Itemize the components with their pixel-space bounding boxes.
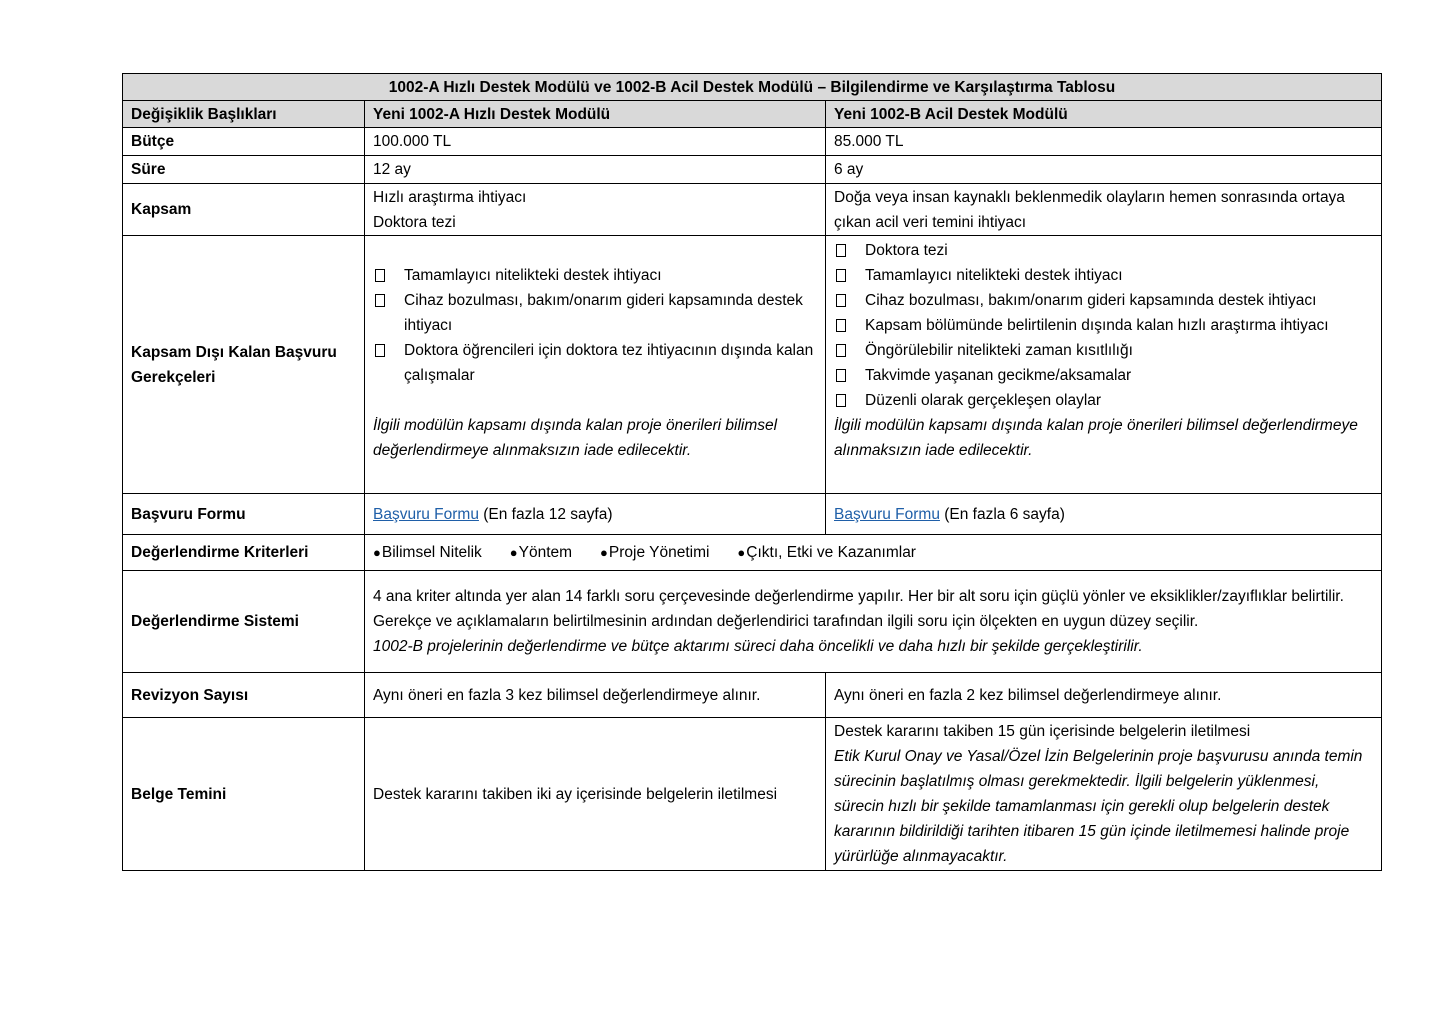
criteria-item: ● Bilimsel Nitelik — [373, 540, 482, 565]
criteria-list — [373, 540, 1373, 565]
row-label-evaluation-system: Değerlendirme Sistemi — [123, 571, 365, 673]
excluded-1002a-list — [373, 263, 817, 388]
document-1002b-text: Destek kararını takiben 15 gün içerisinde belgelerin iletilmesi — [834, 723, 1251, 740]
header-1002a: Yeni 1002-A Hızlı Destek Modülü — [365, 101, 826, 128]
excluded-1002a-note: İlgili modülün kapsamı dışında kalan proje önerileri bilimsel değerlendirmeye alınmaksızın iade edilecektir. — [373, 417, 778, 459]
list-item: Cihaz bozulması, bakım/onarım gideri kapsamında destek ihtiyacı — [373, 288, 817, 338]
evaluation-system-text: 4 ana kriter altında yer alan 14 farklı soru çerçevesinde değerlendirme yapılır. Her bir alt soru için güçlü yönler ve eksiklikler/zayıflıklar belirtilir. Gerekçe ve açıklamaların belirtilmesinin ardından değerlendirici tarafından ilgili soru için ölçekten en uygun düzey seçilir. — [373, 588, 1344, 630]
criteria-item: ● Yöntem — [510, 540, 572, 565]
header-1002b: Yeni 1002-B Acil Destek Modülü — [826, 101, 1382, 128]
scope-1002a-line: Hızlı araştırma ihtiyacı — [373, 188, 527, 206]
list-item: Kapsam bölümünde belirtilenin dışında kalan hızlı araştırma ihtiyacı — [834, 313, 1373, 338]
scope-1002a — [365, 184, 826, 236]
duration-1002b: 6 ay — [826, 156, 1382, 184]
application-form-link[interactable]: Başvuru Formu — [834, 505, 940, 523]
row-label-excluded-reasons: Kapsam Dışı Kalan Başvuru Gerekçeleri — [123, 236, 365, 494]
budget-1002a: 100.000 TL — [365, 128, 826, 156]
row-label-criteria: Değerlendirme Kriterleri — [123, 535, 365, 571]
criteria-cell — [365, 535, 1382, 571]
application-form-link[interactable]: Başvuru Formu — [373, 505, 479, 523]
row-label-document-supply: Belge Temini — [123, 718, 365, 871]
list-item: Düzenli olarak gerçekleşen olaylar — [834, 388, 1373, 413]
list-item: Tamamlayıcı nitelikteki destek ihtiyacı — [373, 263, 817, 288]
row-label-budget: Bütçe — [123, 128, 365, 156]
list-item: Doktora tezi — [834, 238, 1373, 263]
row-label-application-form: Başvuru Formu — [123, 494, 365, 535]
list-item: Takvimde yaşanan gecikme/aksamalar — [834, 363, 1373, 388]
excluded-1002b — [826, 236, 1382, 494]
header-change-topics: Değişiklik Başlıkları — [123, 101, 365, 128]
criteria-item: ● Proje Yönetimi — [600, 540, 709, 565]
document-1002b-note: Etik Kurul Onay ve Yasal/Özel İzin Belgelerinin proje başvurusu anında temin sürecinin başlatılmış olması gerekmektedir. İlgili belgelerin yüklenmesi, sürecin hızlı bir şekilde tamamlanması için gerekli olup belgelerin destek kararının bildirildiği tarihten itibaren 15 gün içinde iletilmemesi halinde proje yürürlüğe alınmayacaktır. — [834, 748, 1363, 865]
evaluation-system-cell — [365, 571, 1382, 673]
row-label-revision-count: Revizyon Sayısı — [123, 673, 365, 718]
excluded-1002a — [365, 236, 826, 494]
excluded-1002b-list — [834, 238, 1373, 413]
scope-1002a-line: Doktora tezi — [373, 213, 456, 231]
list-item: Doktora öğrencileri için doktora tez ihtiyacının dışında kalan çalışmalar — [373, 338, 817, 388]
row-label-duration: Süre — [123, 156, 365, 184]
list-item: Tamamlayıcı nitelikteki destek ihtiyacı — [834, 263, 1373, 288]
duration-1002a: 12 ay — [365, 156, 826, 184]
document-1002b — [826, 718, 1382, 871]
scope-1002b: Doğa veya insan kaynaklı beklenmedik olayların hemen sonrasında ortaya çıkan acil veri temini ihtiyacı — [826, 184, 1382, 236]
list-item: Cihaz bozulması, bakım/onarım gideri kapsamında destek ihtiyacı — [834, 288, 1373, 313]
document-1002a: Destek kararını takiben iki ay içerisinde belgelerin iletilmesi — [365, 718, 826, 871]
excluded-1002b-note: İlgili modülün kapsamı dışında kalan proje önerileri bilimsel değerlendirmeye alınmaksızın iade edilecektir. — [834, 417, 1358, 459]
revision-1002a: Aynı öneri en fazla 3 kez bilimsel değerlendirmeye alınır. — [365, 673, 826, 718]
application-form-1002b-limit: (En fazla 6 sayfa) — [939, 505, 1065, 523]
budget-1002b: 85.000 TL — [826, 128, 1382, 156]
comparison-table — [122, 73, 1382, 871]
evaluation-system-note: 1002-B projelerinin değerlendirme ve bütçe aktarımı süreci daha öncelikli ve daha hızlı bir şekilde gerçekleştirilir. — [373, 638, 1143, 655]
row-label-scope: Kapsam — [123, 184, 365, 236]
list-item: Öngörülebilir nitelikteki zaman kısıtlılığı — [834, 338, 1373, 363]
application-form-1002a — [365, 494, 826, 535]
revision-1002b: Aynı öneri en fazla 2 kez bilimsel değerlendirmeye alınır. — [826, 673, 1382, 718]
application-form-1002b — [826, 494, 1382, 535]
application-form-1002a-limit: (En fazla 12 sayfa) — [478, 505, 613, 523]
table-title: 1002-A Hızlı Destek Modülü ve 1002-B Acil Destek Modülü – Bilgilendirme ve Karşılaştırma Tablosu — [123, 74, 1382, 101]
criteria-item: ● Çıktı, Etki ve Kazanımlar — [737, 540, 916, 565]
